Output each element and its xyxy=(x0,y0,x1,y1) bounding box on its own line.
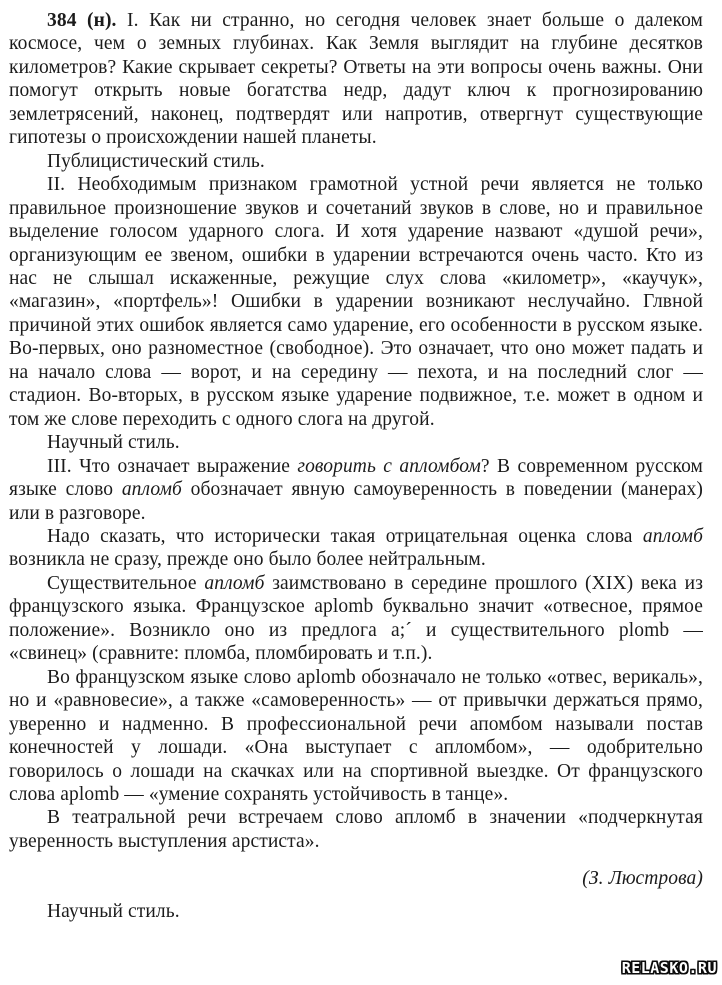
text-run: Научный стиль. xyxy=(47,900,180,922)
text-run: апломб xyxy=(121,479,182,501)
text-run: апломб xyxy=(204,572,265,594)
text-run: Научный стиль. xyxy=(47,432,180,454)
paragraph xyxy=(9,525,703,572)
text-run: обозначает явную самоуверенность в поведении (манерах) или в разговоре. xyxy=(9,479,704,524)
text-run: апломб xyxy=(642,525,703,547)
author-attribution: (З. Люстрова) xyxy=(582,868,703,890)
exercise-number: 384 (н). xyxy=(47,10,117,31)
text-run: Надо сказать, что исторически такая отрицательная оценка слова xyxy=(47,525,643,547)
text-run: Существительное xyxy=(47,572,205,594)
author-line xyxy=(9,867,703,890)
text-run: возникла не сразу, прежде оно было более нейтральным. xyxy=(9,549,486,571)
text-run: II. Необходимым признаком грамотной устной речи является не только правильное произношение звуков и сочетаний звуков в слове, но и правильное выделение голосом ударного слога. И хотя ударение назвают «душой речи», организующим ее звеном, ошибки в ударении встречаются очень часто. Кто из нас не слышал искаженные, режущие слух слова «километр», «каучук», «магазин», «портфель»! Ошибки в ударении возникают неслучайно. Глвной причиной этих ошибок является само ударение, его особенности в русском языке. Во-первых, оно разноместное (свободное). Это означает, что оно может падать и на начало слова — ворот, и на середину — пехота, и на последний слог — стадион. Во-вторых, в русском языке ударение подвижное, т.е. может в одном и том же слове переходить с одного слога на другой. xyxy=(9,174,703,430)
text-run: III. Что означает выражение xyxy=(47,455,298,477)
text-content xyxy=(9,9,703,923)
watermark-relasko: RELASKO.RU xyxy=(621,959,717,977)
text-run: В театральной речи встречаем слово апломб в значении «подчеркнутая уверенность выступления арстиста». xyxy=(9,807,703,852)
paragraph xyxy=(9,9,703,150)
text-run: ? В современном русском языке слово xyxy=(9,455,703,501)
text-run: Во французском языке слово aplomb обозначало не только «отвес, верикаль», но и «равновесие», а также «самоверенность» — от привычки держаться прямо, уверенно и надменно. В профессиональной речи апомбом называли постав конечностей у лошади. «Она выступает с апломбом», — одобрительно говорилось о лошади на скачках или на спортивной выездке. От французского слова aplomb — «умение сохранять устойчивость в танце». xyxy=(9,666,703,805)
paragraph xyxy=(9,900,703,923)
paragraph xyxy=(9,150,703,173)
text-run: I. Как ни странно, но сегодня человек знает больше о далеком космосе, чем о земных глубинах. Как Земля выглядит на глубине десятков километров? Какие скрывает секреты? Ответы на эти вопросы очень важны. Они помогут открыть новые богатства недр, дадут ключ к прогнозированию землетрясений, наконец, подтвердят или напротив, отвергнут существующие гипотезы о происхождении нашей планеты. xyxy=(9,10,703,149)
paragraph xyxy=(9,173,703,431)
paragraph xyxy=(9,455,703,525)
paragraph xyxy=(9,572,703,666)
paragraph xyxy=(9,806,703,853)
paragraph xyxy=(9,431,703,454)
text-run: говорить с апломбом xyxy=(297,455,481,477)
paragraph xyxy=(9,666,703,807)
text-run: заимствовано в середине прошлого (XIX) века из французского языка. Французское aplomb буквально значит «отвесное, прямое положение». Возникло оно из предлога а;´ и существительного plomb — «свинец» (сравните: пломба, пломбировать и т.п.). xyxy=(9,572,703,665)
text-run: Публицистический стиль. xyxy=(47,150,265,172)
